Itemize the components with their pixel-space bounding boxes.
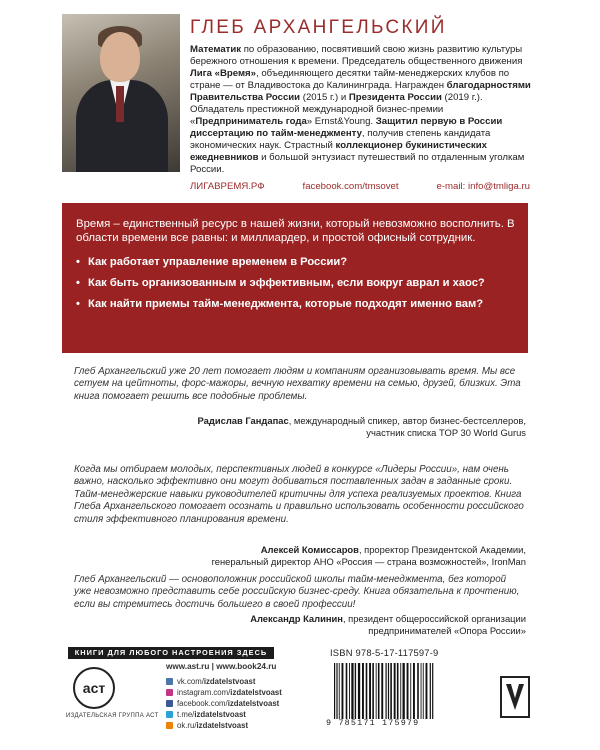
publisher-tagline: КНИГИ ДЛЯ ЛЮБОГО НАСТРОЕНИЯ ЗДЕСЬ bbox=[68, 647, 274, 659]
social-link-text: facebook.com/izdatelstvoast bbox=[177, 698, 280, 708]
barcode-digits: 9 785171 175979 bbox=[326, 718, 420, 728]
bio-fragment: » Ernst&Young. bbox=[306, 116, 376, 127]
barcode-bar bbox=[413, 663, 415, 719]
bio-fragment: , объединяющего десятки тайм-менеджерских клубов по стране — от Владивостока до Калининграда. Награжден bbox=[190, 68, 510, 91]
isbn-label: ISBN 978-5-17-117597-9 bbox=[330, 647, 439, 658]
age-rating-icon bbox=[500, 676, 530, 718]
facebook-icon bbox=[166, 700, 173, 707]
review-signature bbox=[74, 613, 526, 637]
review-text: Глеб Архангельский уже 20 лет помогает людям и компаниям организовывать время. Мы все сетуем на цейтноты, форс-мажоры, вечную нехватку времени на семью, друзей, близких. Эта книга помогает решить все подобные проблемы. bbox=[74, 366, 521, 402]
bio-fragment: по образованию, посвятивший свою жизнь развитию культуры бережного отношения к времени. Председатель общественного движения bbox=[190, 44, 523, 67]
social-link-text: t.me/izdatelstvoast bbox=[177, 709, 246, 719]
question-text: Как работает управление временем в России? bbox=[88, 256, 348, 268]
barcode-bar bbox=[342, 663, 344, 719]
band-intro: Время – единственный ресурс в нашей жизни, который невозможно восполнить. В области времени все равны: и миллиардер, и простой офисный сотрудник. bbox=[76, 218, 515, 244]
author-bio bbox=[190, 44, 538, 176]
barcode-bar bbox=[351, 663, 353, 719]
barcode-bar bbox=[388, 663, 389, 719]
social-links bbox=[166, 676, 282, 731]
bullet-icon: • bbox=[76, 256, 80, 268]
bio-fragment: Предприниматель года bbox=[195, 116, 307, 127]
barcode-bar bbox=[430, 663, 431, 719]
barcode-bar bbox=[358, 663, 360, 719]
photo-tie-shape bbox=[116, 86, 124, 122]
social-link[interactable] bbox=[166, 720, 282, 730]
question-item bbox=[76, 276, 516, 290]
ast-logo-icon bbox=[72, 666, 116, 710]
vk-icon bbox=[166, 678, 173, 685]
reviewer-role: предпринимателей «Опора России» bbox=[368, 625, 526, 636]
question-item bbox=[76, 255, 516, 269]
barcode-bar bbox=[421, 663, 422, 719]
author-email-link[interactable]: e-mail: info@tmliga.ru bbox=[436, 181, 530, 192]
barcode-bar bbox=[369, 663, 371, 719]
barcode-bar bbox=[336, 663, 337, 719]
author-facebook-link[interactable]: facebook.com/tmsovet bbox=[302, 181, 399, 192]
review-signature bbox=[74, 415, 526, 439]
publisher-urls[interactable]: www.ast.ru | www.book24.ru bbox=[166, 662, 277, 671]
reviewer-name: Александр Калинин bbox=[250, 613, 343, 624]
bio-fragment: Лига «Время» bbox=[190, 68, 256, 79]
barcode-bar bbox=[417, 663, 419, 719]
social-link[interactable] bbox=[166, 698, 282, 708]
barcode-bar bbox=[372, 663, 374, 719]
barcode-bar bbox=[397, 663, 399, 719]
bio-fragment: (2019 г.). Обладатель престижной международной бизнес-премии « bbox=[190, 92, 483, 127]
reviewer-name: Алексей Комиссаров bbox=[260, 544, 359, 555]
social-link[interactable] bbox=[166, 709, 282, 719]
bio-fragment: , получив степень кандидата экономических наук. Страстный bbox=[190, 128, 491, 151]
reviewer-role: , президент общероссийской организации bbox=[342, 613, 526, 624]
barcode-bar bbox=[378, 663, 380, 719]
reviewer-name: Радислав Гандапас bbox=[197, 415, 289, 426]
author-website-link[interactable]: ЛИГАВРЕМЯ.РФ bbox=[190, 181, 265, 192]
barcode-bar bbox=[362, 663, 364, 719]
bio-fragment: Президента России bbox=[348, 92, 442, 103]
bio-fragment: (2015 г.) и bbox=[300, 92, 349, 103]
author-contacts bbox=[190, 181, 530, 192]
bio-fragment: Математик bbox=[190, 44, 242, 55]
reviewer-role: участник списка TOP 30 World Gurus bbox=[366, 427, 526, 438]
telegram-icon bbox=[166, 711, 173, 718]
barcode-bar bbox=[403, 663, 405, 719]
barcode-bar bbox=[400, 663, 401, 719]
odnoklassniki-icon bbox=[166, 722, 173, 729]
social-link-text: vk.com/izdatelstvoast bbox=[177, 676, 256, 686]
logo-text: аст bbox=[82, 680, 106, 696]
barcode-bar bbox=[390, 663, 392, 719]
barcode-bar bbox=[410, 663, 411, 719]
barcode-bar bbox=[339, 663, 340, 719]
review-text: Когда мы отбираем молодых, перспективных людей в конкурсе «Лидеры России», нам очень важно, насколько эффективно они могут добиваться поставленных задач в заданные сроки. Тайм-менеджерские навыки руководителей критичны для успеха реализуемых проектов. Книга Глеба Архангельского помогает осознать и правильно использовать особенности российского стиля эффективного планирования времени. bbox=[74, 464, 524, 525]
question-text: Как найти приемы тайм-менеджмента, которые подходят именно вам? bbox=[88, 298, 484, 310]
author-photo bbox=[62, 14, 180, 172]
barcode bbox=[328, 661, 486, 723]
social-link-text: instagram.com/izdatelstvoast bbox=[177, 687, 282, 697]
barcode-bar bbox=[432, 663, 433, 719]
highlight-band bbox=[62, 203, 528, 353]
reviewer-role: , проректор Президентской Академии, bbox=[358, 544, 526, 555]
social-link-text: ok.ru/izdatelstvoast bbox=[177, 720, 249, 730]
barcode-bar bbox=[349, 663, 350, 719]
bio-fragment: и большой энтузиаст путешествий по отдаленным уголкам России. bbox=[190, 152, 525, 175]
barcode-bar bbox=[423, 663, 424, 719]
bio-fragment: Защитил первую в России диссертацию по тайм-менеджменту bbox=[190, 116, 503, 139]
barcode-bar bbox=[386, 663, 387, 719]
photo-face-shape bbox=[100, 32, 140, 82]
review-signature bbox=[74, 544, 526, 568]
reviewer-role: , международный спикер, автор бизнес-бестселлеров, bbox=[288, 415, 526, 426]
barcode-bar bbox=[381, 663, 383, 719]
barcode-bar bbox=[346, 663, 348, 719]
social-link[interactable] bbox=[166, 676, 282, 686]
bio-fragment: благодарностями Правительства России bbox=[190, 80, 531, 103]
review-text: Глеб Архангельский — основоположник российской школы тайм-менеджмента, без которой уже невозможно представить себе российскую бизнес-среду. Книга обязательна к прочтению, если вы стремитесь достичь большего в своей профессии! bbox=[74, 574, 520, 610]
barcode-bar bbox=[355, 663, 356, 719]
author-name: ГЛЕБ АРХАНГЕЛЬСКИЙ bbox=[190, 17, 447, 38]
barcode-bar bbox=[334, 663, 335, 719]
question-text: Как быть организованным и эффективным, если вокруг аврал и хаос? bbox=[88, 277, 485, 289]
barcode-bar bbox=[394, 663, 396, 719]
question-list bbox=[76, 255, 516, 311]
social-link[interactable] bbox=[166, 687, 282, 697]
bullet-icon: • bbox=[76, 277, 80, 289]
barcode-bar bbox=[376, 663, 377, 719]
question-item bbox=[76, 297, 516, 311]
barcode-bar bbox=[366, 663, 368, 719]
instagram-icon bbox=[166, 689, 173, 696]
bio-fragment: коллекционер букинистических ежедневников bbox=[190, 140, 487, 163]
barcode-bar bbox=[426, 663, 428, 719]
publisher-caption: ИЗДАТЕЛЬСКАЯ ГРУППА АСТ bbox=[66, 713, 159, 719]
reviewer-role: генеральный директор АНО «Россия — страна возможностей», IronMan bbox=[211, 556, 526, 567]
barcode-bar bbox=[407, 663, 409, 719]
bullet-icon: • bbox=[76, 298, 80, 310]
